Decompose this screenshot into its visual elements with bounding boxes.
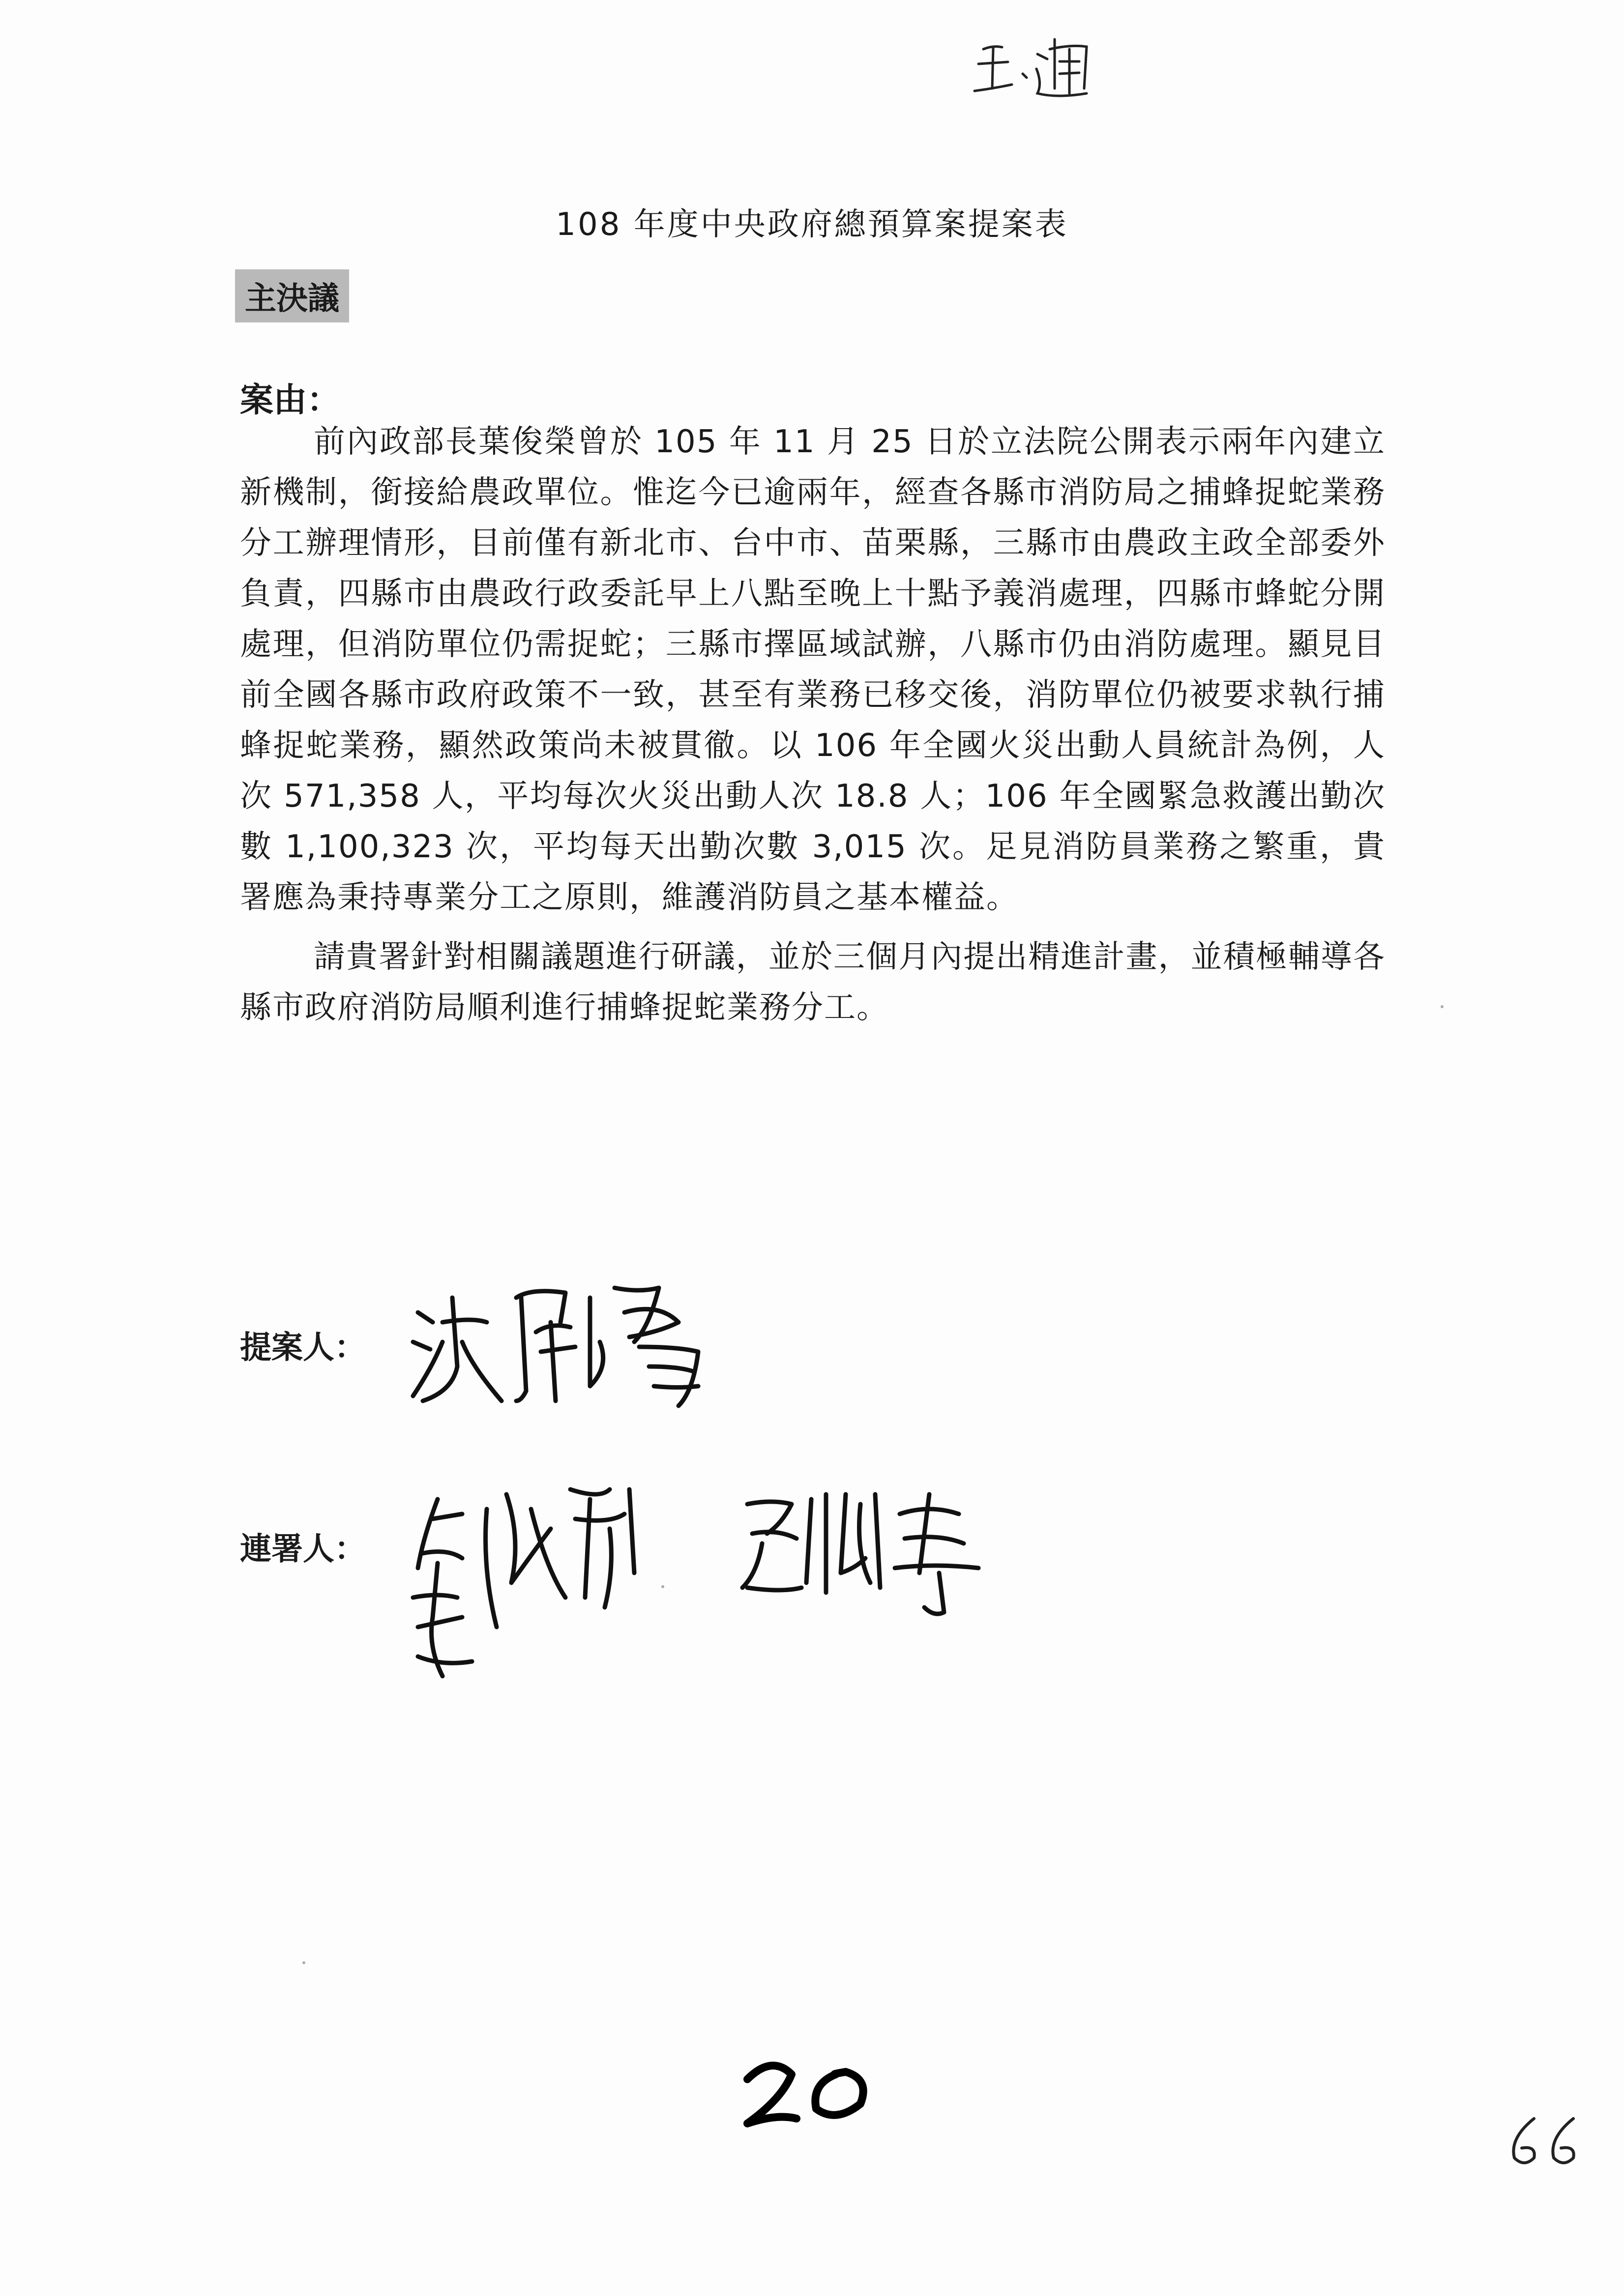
proposer-signature-drawing xyxy=(403,1268,738,1416)
handwritten-corner-number-drawing xyxy=(1500,2109,1588,2173)
body-paragraph-1: 前內政部長葉俊榮曾於 105 年 11 月 25 日於立法院公開表示兩年內建立新機制，銜接給農政單位。惟迄今已逾兩年，經查各縣市消防局之捕蜂捉蛇業務分工辦理情形，目前僅有新北市、台中市、苗栗縣，三縣市由農政主政全部委外負責，四縣市由農政行政委託早上八點至晚上十點予義消處理，四縣市蜂蛇分開處理，但消防單位仍需捉蛇；三縣市擇區域試辦，八縣市仍由消防處理。顯見目前全國各縣市政府政策不一致，甚至有業務已移交後，消防單位仍被要求執行捕蜂捉蛇業務，顯然政策尚未被貫徹。以 106 年全國火災出動人員統計為例，人次 571,358 人，平均每次火災出動人次 18.8 人；106 年全國緊急救護出勤次數 1,100,323 次，平均每天出勤次數 3,015 次。足見消防員業務之繁重，貴署應為秉持專業分工之原則，維護消防員之基本權益。 xyxy=(240,424,1386,916)
cosigner-signature-2 xyxy=(733,1475,1008,1622)
body-paragraph-2: 請貴署針對相關議題進行研議，並於三個月內提出精進計畫，並積極輔導各縣市政府消防局順利進行捕蜂捉蛇業務分工。 xyxy=(240,939,1386,1026)
proposer-label: 提案人： xyxy=(240,1330,366,1366)
case-reason-heading: 案由： xyxy=(240,381,341,420)
proposer-signature xyxy=(403,1268,738,1416)
corner-note-drawing xyxy=(964,20,1126,113)
cosigner-signature-2-drawing xyxy=(733,1475,1008,1622)
scan-speck xyxy=(302,1961,305,1964)
handwritten-corner-number xyxy=(1500,2109,1588,2173)
handwritten-corner-note xyxy=(964,20,1126,113)
cosigner-signature-1 xyxy=(403,1470,679,1696)
document-title: 108 年度中央政府總預算案提案表 xyxy=(556,206,1068,243)
scan-speck xyxy=(1441,1005,1444,1008)
handwritten-page-number-drawing xyxy=(738,2040,885,2138)
handwritten-page-number xyxy=(738,2040,885,2138)
scan-speck xyxy=(661,1585,664,1588)
cosigner-label: 連署人： xyxy=(240,1531,366,1568)
cosigner-signature-1-drawing xyxy=(403,1470,679,1696)
resolution-tag: 主決議 xyxy=(235,269,349,322)
case-reason-body xyxy=(240,417,1386,1042)
